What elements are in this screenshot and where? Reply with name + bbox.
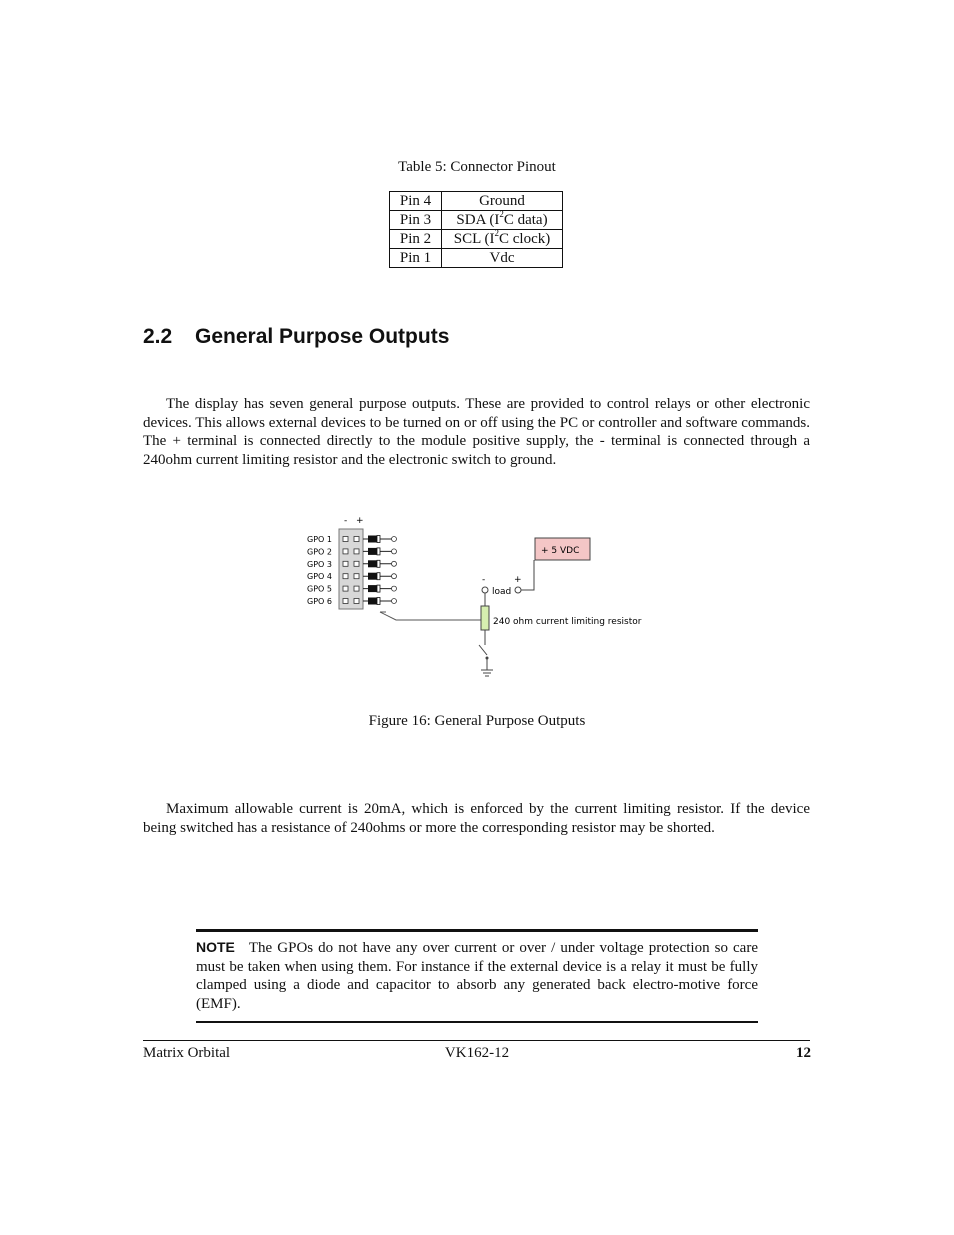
table-row: [390, 211, 563, 230]
gpo-plus-pin: [354, 537, 359, 542]
gpo-label: GPO 2: [307, 547, 332, 557]
pin-cell: Pin 2: [390, 230, 442, 249]
gpo-plus-pin: [354, 561, 359, 566]
gpo-diode: [368, 536, 377, 543]
switch-arm: [479, 645, 487, 655]
signal-wire: [380, 612, 485, 620]
gpo-terminal: [392, 599, 397, 604]
gpo-plus-pin: [354, 574, 359, 579]
gpo-minus-pin: [343, 561, 348, 566]
intro-paragraph: [143, 395, 810, 469]
gpo-diode-band: [377, 598, 380, 605]
current-text: Maximum allowable current is 20mA, which is enforced by the current limiting resistor. If the device being switched has a resistance of 240ohms or more the corresponding resistor may be shorted.: [143, 801, 810, 836]
gpo-diode-band: [377, 560, 380, 567]
gpo-plus-pin: [354, 586, 359, 591]
gpo-diode-band: [377, 536, 380, 543]
gpo-plus-pin: [354, 549, 359, 554]
gpo-label: GPO 3: [307, 559, 332, 569]
header-plus-label: +: [356, 516, 364, 526]
note-box: [196, 929, 758, 1023]
gpo-minus-pin: [343, 574, 348, 579]
resistor: [481, 606, 489, 630]
note-text: The GPOs do not have any over current or over / under voltage protection so care must be taken when using them. For instance if the external device is a relay it must be fully clamped using a diode and capacitor to absorb any generated back electro-motive force (EMF).: [196, 940, 758, 1012]
gpo-terminal: [392, 586, 397, 591]
gpo-diode: [368, 598, 377, 605]
pin-cell: Pin 4: [390, 192, 442, 211]
gpo-minus-pin: [343, 586, 348, 591]
function-cell: [442, 211, 563, 230]
section-title: General Purpose Outputs: [195, 325, 450, 348]
footer-rule: [143, 1040, 810, 1041]
gpo-minus-pin: [343, 537, 348, 542]
header-minus-label: -: [344, 516, 348, 526]
gpo-diode-band: [377, 573, 380, 580]
section-heading: [143, 325, 449, 349]
table-row: [390, 230, 563, 249]
gpo-plus-pin: [354, 599, 359, 604]
page-number: 12: [796, 1045, 811, 1061]
function-text: C clock): [498, 231, 551, 247]
section-number: 2.2: [143, 325, 173, 348]
function-text: C data): [503, 212, 548, 228]
gpo-terminal: [392, 537, 397, 542]
superscript: 2: [499, 209, 504, 219]
pin-cell: Pin 3: [390, 211, 442, 230]
load-minus-terminal: [482, 587, 488, 593]
superscript: 2: [494, 228, 499, 238]
gpo-label: GPO 5: [307, 584, 332, 594]
gpo-diode: [368, 585, 377, 592]
load-plus-label: +: [514, 575, 522, 585]
gpo-label: GPO 1: [307, 535, 332, 544]
function-text: SDA (I: [456, 212, 500, 228]
gpo-minus-pin: [343, 549, 348, 554]
footer-left: Matrix Orbital: [143, 1045, 231, 1061]
supply-label: + 5 VDC: [541, 546, 580, 556]
note-label: NOTE: [196, 939, 235, 955]
note-paragraph: [196, 938, 758, 1013]
function-text: SCL (I: [453, 231, 495, 247]
footer-center: VK162-12: [444, 1045, 510, 1061]
gpo-diode-band: [377, 585, 380, 592]
gpo-terminal: [392, 549, 397, 554]
table-caption: Table 5: Connector Pinout: [398, 159, 556, 175]
gpo-label: GPO 6: [307, 597, 332, 606]
resistor-label: 240 ohm current limiting resistor: [493, 617, 642, 627]
gpo-terminal: [392, 574, 397, 579]
gpo-label: GPO 4: [307, 572, 332, 582]
function-cell: Ground: [442, 192, 563, 211]
pin-cell: Pin 1: [390, 249, 442, 268]
gpo-terminal: [392, 561, 397, 566]
table-row: [390, 249, 563, 268]
gpo-diode-band: [377, 548, 380, 555]
table-row: [390, 192, 563, 211]
gpo-wiring-diagram: [300, 512, 660, 687]
load-plus-terminal: [515, 587, 521, 593]
gpo-diode: [368, 573, 377, 580]
function-cell: Vdc: [442, 249, 563, 268]
load-label: load: [492, 587, 512, 597]
connector-pinout-table: [389, 191, 563, 268]
intro-text: The display has seven general purpose outputs. These are provided to control relays or other electronic devices. This allows external devices to be turned on or off using the PC or controller and software commands. The + terminal is connected directly to the module positive supply, the - terminal is connected through a 240ohm current limiting resistor and the electronic switch to ground.: [143, 396, 810, 468]
current-paragraph: [143, 800, 810, 837]
figure-caption: Figure 16: General Purpose Outputs: [368, 713, 586, 729]
gpo-diode: [368, 560, 377, 567]
gpo-minus-pin: [343, 599, 348, 604]
gpo-diode: [368, 548, 377, 555]
supply-wire: [521, 560, 534, 590]
load-minus-label: -: [482, 575, 486, 585]
function-cell: [442, 230, 563, 249]
